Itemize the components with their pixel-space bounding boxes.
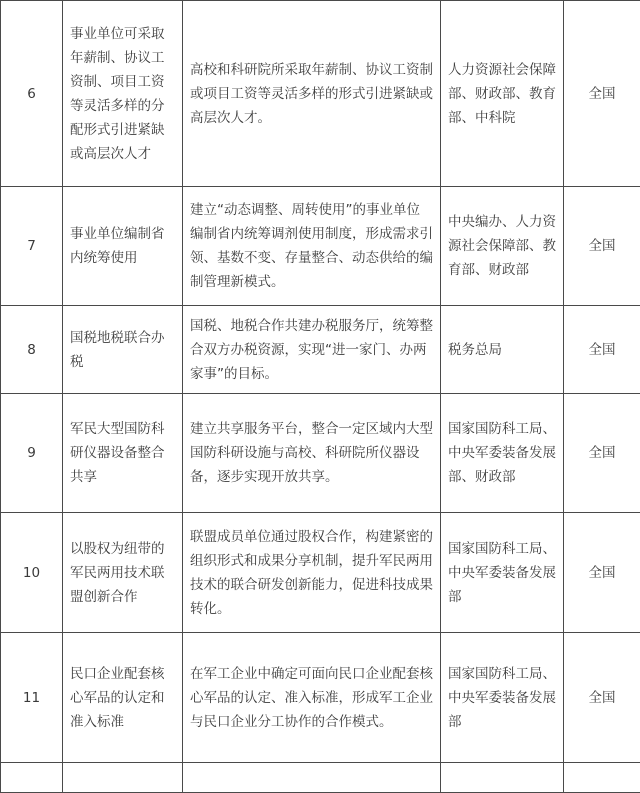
table-row <box>1 394 640 513</box>
row-number: 6 <box>1 1 63 187</box>
responsible-departments: 国家国防科工局、中央军委装备发展部 <box>441 633 564 763</box>
row-number: 10 <box>1 513 63 633</box>
scope: 全国 <box>564 394 640 513</box>
row-number: 8 <box>1 306 63 394</box>
table-row-partial <box>1 763 640 793</box>
table-row <box>1 306 640 394</box>
responsible-departments: 国家国防科工局、中央军委装备发展部 <box>441 513 564 633</box>
scope: 全国 <box>564 306 640 394</box>
responsible-departments: 国家国防科工局、中央军委装备发展部、财政部 <box>441 394 564 513</box>
reform-item: 国税地税联合办税 <box>63 306 183 394</box>
row-number: 11 <box>1 633 63 763</box>
reform-content: 在军工企业中确定可面向民口企业配套核心军品的认定、准入标准，形成军工企业与民口企业分工协作的合作模式。 <box>183 633 441 763</box>
responsible-departments: 税务总局 <box>441 306 564 394</box>
reform-item: 事业单位编制省内统筹使用 <box>63 187 183 306</box>
responsible-departments: 人力资源社会保障部、财政部、教育部、中科院 <box>441 1 564 187</box>
row-number: 7 <box>1 187 63 306</box>
table-row <box>1 187 640 306</box>
reform-content: 高校和科研院所采取年薪制、协议工资制或项目工资等灵活多样的形式引进紧缺或高层次人才。 <box>183 1 441 187</box>
table-row <box>1 633 640 763</box>
reform-content: 联盟成员单位通过股权合作，构建紧密的组织形式和成果分享机制，提升军民两用技术的联合研发创新能力，促进科技成果转化。 <box>183 513 441 633</box>
scope: 全国 <box>564 633 640 763</box>
table-row <box>1 1 640 187</box>
reform-item: 事业单位可采取年薪制、协议工资制、项目工资等灵活多样的分配形式引进紧缺或高层次人才 <box>63 1 183 187</box>
responsible-departments: 中央编办、人力资源社会保障部、教育部、财政部 <box>441 187 564 306</box>
scope: 全国 <box>564 1 640 187</box>
row-number: 9 <box>1 394 63 513</box>
reform-item: 以股权为纽带的军民两用技术联盟创新合作 <box>63 513 183 633</box>
reform-item: 军民大型国防科研仪器设备整合共享 <box>63 394 183 513</box>
table-row <box>1 513 640 633</box>
reform-content: 国税、地税合作共建办税服务厅，统筹整合双方办税资源，实现“进一家门、办两家事”的目标。 <box>183 306 441 394</box>
reform-item: 民口企业配套核心军品的认定和准入标准 <box>63 633 183 763</box>
reform-content: 建立“动态调整、周转使用”的事业单位编制省内统筹调剂使用制度，形成需求引领、基数不变、存量整合、动态供给的编制管理新模式。 <box>183 187 441 306</box>
scope: 全国 <box>564 187 640 306</box>
scope: 全国 <box>564 513 640 633</box>
reform-content: 建立共享服务平台，整合一定区域内大型国防科研设施与高校、科研院所仪器设备，逐步实现开放共享。 <box>183 394 441 513</box>
